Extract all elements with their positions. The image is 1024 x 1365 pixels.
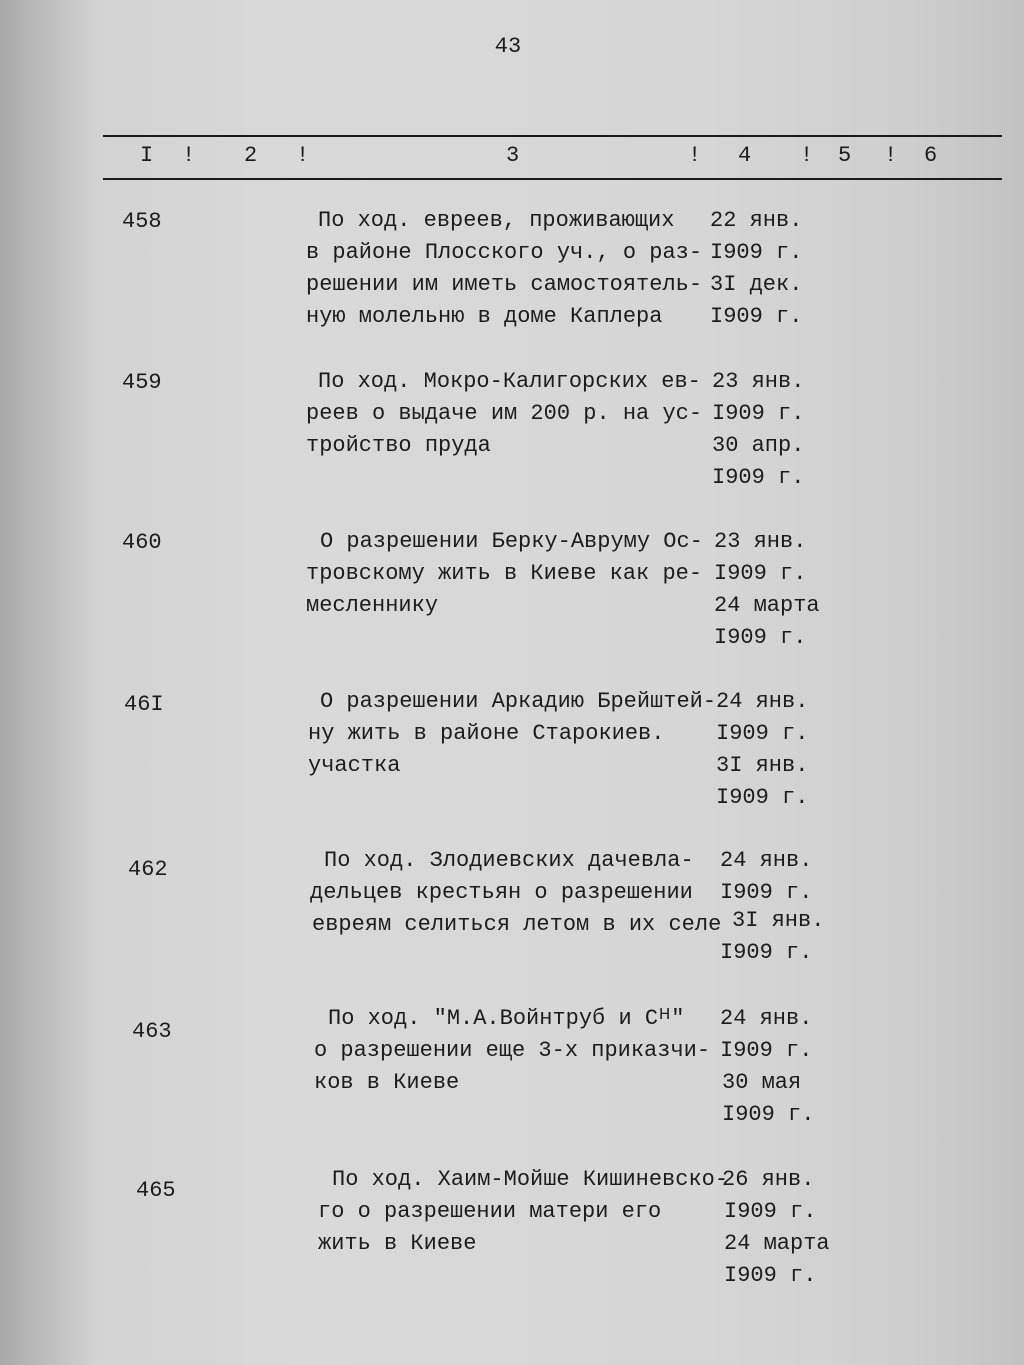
description-line: в районе Плосского уч., о раз-	[306, 240, 703, 265]
date-line: I909 г.	[720, 940, 813, 965]
date-line: 3I янв.	[716, 753, 809, 778]
description-line: тройство пруда	[306, 433, 491, 458]
description-line: По ход. "М.А.Войнтруб и Сᴴ"	[328, 1006, 685, 1031]
description-line: ную молельню в доме Каплера	[306, 304, 663, 329]
description-line: О разрешении Берку-Авруму Ос-	[320, 529, 703, 554]
column-header-4: 4	[738, 143, 752, 168]
date-line: I909 г.	[720, 1038, 813, 1063]
date-line: 24 марта	[714, 593, 820, 618]
date-line: I909 г.	[716, 785, 809, 810]
description-line: решении им иметь самостоятель-	[306, 272, 703, 297]
entry-number: 459	[122, 370, 162, 395]
date-line: I909 г.	[714, 561, 807, 586]
description-line: ну жить в районе Старокиев.	[308, 721, 665, 746]
description-line: По ход. Хаим-Мойше Кишиневско-	[332, 1167, 729, 1192]
date-line: 30 апр.	[712, 433, 805, 458]
column-separator: !	[182, 143, 196, 168]
description-line: тровскому жить в Киеве как ре-	[306, 561, 703, 586]
date-line: 24 янв.	[720, 1006, 813, 1031]
column-separator: !	[884, 143, 898, 168]
entry-number: 460	[122, 530, 162, 555]
description-line: го о разрешении матери его	[318, 1199, 662, 1224]
column-separator: !	[688, 143, 702, 168]
column-separator: !	[296, 143, 310, 168]
entry-number: 46I	[124, 692, 164, 717]
date-line: I909 г.	[724, 1199, 817, 1224]
description-line: месленнику	[306, 593, 439, 618]
date-line: I909 г.	[710, 304, 803, 329]
entry-number: 462	[128, 857, 168, 882]
description-line: О разрешении Аркадию Брейштей-	[320, 689, 717, 714]
date-line: I909 г.	[710, 240, 803, 265]
date-line: 30 мая	[722, 1070, 802, 1095]
description-line: По ход. Злодиевских дачевла-	[324, 848, 694, 873]
description-line: реев о выдаче им 200 р. на ус-	[306, 401, 703, 426]
description-line: жить в Киеве	[318, 1231, 477, 1256]
entry-number: 458	[122, 209, 162, 234]
date-line: 3I дек.	[710, 272, 803, 297]
description-line: По ход. евреев, проживающих	[318, 208, 675, 233]
date-line: 26 янв.	[722, 1167, 815, 1192]
date-line: I909 г.	[722, 1102, 815, 1127]
column-header-6: 6	[924, 143, 938, 168]
description-line: По ход. Мокро-Калигорских ев-	[318, 369, 701, 394]
column-header-1: I	[140, 143, 154, 168]
date-line: 24 янв.	[716, 689, 809, 714]
description-line: евреям селиться летом в их селе	[312, 912, 722, 937]
date-line: 3I янв.	[732, 908, 825, 933]
date-line: I909 г.	[714, 625, 807, 650]
date-line: I909 г.	[712, 401, 805, 426]
date-line: 22 янв.	[710, 208, 803, 233]
column-header-5: 5	[838, 143, 852, 168]
description-line: участка	[308, 753, 401, 778]
column-header-2: 2	[244, 143, 258, 168]
column-header-3: 3	[506, 143, 520, 168]
description-line: ков в Киеве	[314, 1070, 460, 1095]
date-line: 23 янв.	[714, 529, 807, 554]
column-separator: !	[800, 143, 814, 168]
page-binding-shadow	[0, 0, 96, 1365]
date-line: 23 янв.	[712, 369, 805, 394]
date-line: I909 г.	[724, 1263, 817, 1288]
entry-number: 465	[136, 1178, 176, 1203]
date-line: I909 г.	[720, 880, 813, 905]
header-rule-bottom	[103, 178, 1002, 180]
header-rule-top	[103, 135, 1002, 137]
date-line: 24 янв.	[720, 848, 813, 873]
entry-number: 463	[132, 1019, 172, 1044]
date-line: 24 марта	[724, 1231, 830, 1256]
date-line: I909 г.	[716, 721, 809, 746]
page-number: 43	[494, 34, 522, 59]
description-line: дельцев крестьян о разрешении	[310, 880, 693, 905]
description-line: о разрешении еще 3-х приказчи-	[314, 1038, 711, 1063]
date-line: I909 г.	[712, 465, 805, 490]
